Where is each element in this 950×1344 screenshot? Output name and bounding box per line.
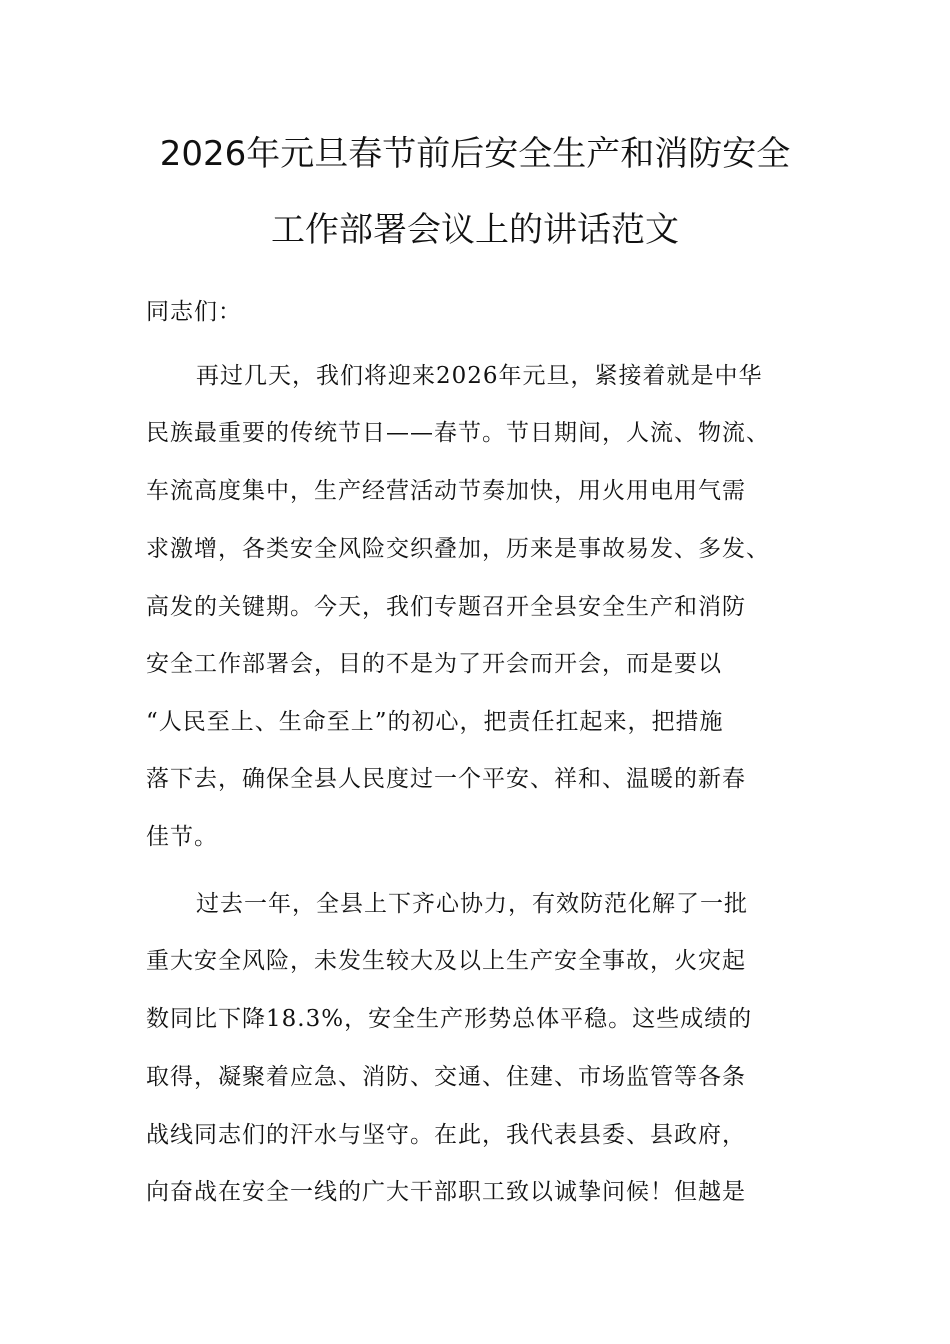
document-title-line-2: 工作部署会议上的讲话范文 (271, 210, 679, 250)
paragraph-line: 求激增，各类安全风险交织叠加，历来是事故易发、多发、 (146, 536, 770, 562)
paragraph-line: 重大安全风险，未发生较大及以上生产安全事故，火灾起 (146, 948, 746, 974)
paragraph-line: 过去一年，全县上下齐心协力，有效防范化解了一批 (196, 891, 748, 917)
paragraph-line: 落下去，确保全县人民度过一个平安、祥和、温暖的新春 (146, 766, 746, 792)
paragraph-line: 安全工作部署会，目的不是为了开会而开会，而是要以 (146, 651, 722, 677)
paragraph-line: 战线同志们的汗水与坚守。在此，我代表县委、县政府， (146, 1122, 746, 1148)
paragraph-line: 高发的关键期。今天，我们专题召开全县安全生产和消防 (146, 594, 746, 620)
paragraph-line: 再过几天，我们将迎来2026年元旦，紧接着就是中华 (196, 363, 763, 389)
paragraph-line: 数同比下降18.3%，安全生产形势总体平稳。这些成绩的 (146, 1006, 753, 1032)
document-title-line-1: 2026年元旦春节前后安全生产和消防安全 (159, 134, 791, 174)
paragraph-line: “人民至上、生命至上”的初心，把责任扛起来，把措施 (146, 709, 724, 735)
paragraph-line: 取得，凝聚着应急、消防、交通、住建、市场监管等各条 (146, 1064, 746, 1090)
paragraph-line: 民族最重要的传统节日——春节。节日期间，人流、物流、 (146, 420, 770, 446)
paragraph-line: 向奋战在安全一线的广大干部职工致以诚挚问候！但越是 (146, 1179, 746, 1205)
paragraph-line: 车流高度集中，生产经营活动节奏加快，用火用电用气需 (146, 478, 746, 504)
paragraph-line: 佳节。 (146, 824, 218, 850)
salutation: 同志们： (146, 299, 242, 325)
